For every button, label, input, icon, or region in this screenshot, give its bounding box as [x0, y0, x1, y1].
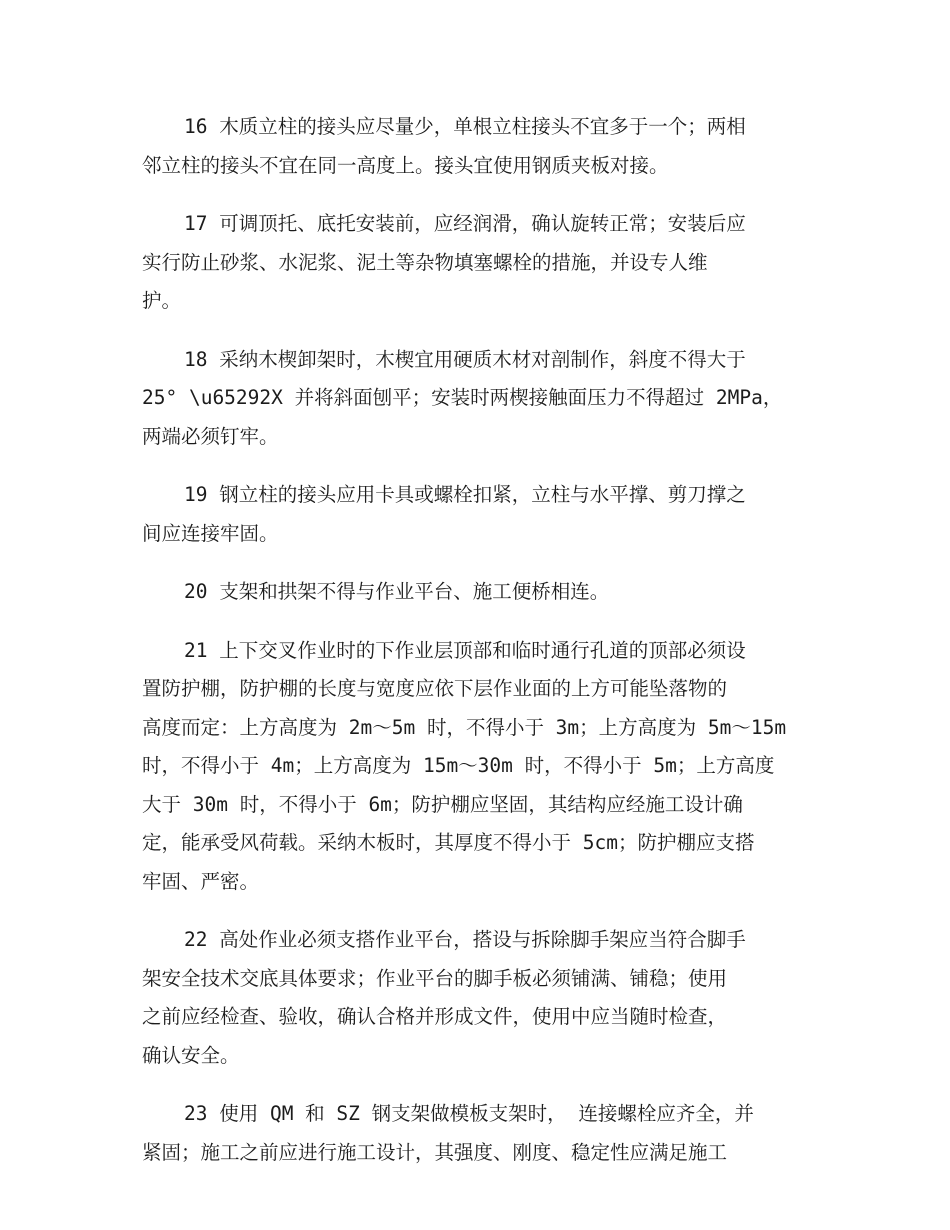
paragraph-17	[142, 205, 810, 321]
paragraph-22	[142, 921, 810, 1075]
paragraph-16	[142, 108, 810, 185]
text-line: 16 木质立柱的接头应尽量少，单根立柱接头不宜多于一个；两相	[184, 115, 746, 138]
text-line: 17 可调顶托、底托安装前，应经润滑，确认旋转正常；安装后应	[184, 212, 746, 235]
paragraph-20	[142, 573, 810, 612]
text-line: 19 钢立柱的接头应用卡具或螺栓扣紧，立柱与水平撑、剪刀撑之	[184, 483, 746, 506]
paragraph-23	[142, 1095, 810, 1172]
text-line: 21 上下交叉作业时的下作业层顶部和临时通行孔道的顶部必须设	[184, 638, 746, 662]
text-line: 大于 30m 时，不得小于 6m；防护棚应坚固，其结构应经施工设计确	[142, 792, 743, 816]
text-line: 之前应经检查、验收，确认合格并形成文件，使用中应当随时检查，	[142, 1005, 728, 1028]
text-line: 间应连接牢固。	[142, 521, 279, 545]
text-line: 置防护棚，防护棚的长度与宽度应依下层作业面的上方可能坠落物的	[142, 677, 728, 700]
text-line: 22 高处作业必须支搭作业平台，搭设与拆除脚手架应当符合脚手	[184, 928, 746, 951]
text-line: 时，不得小于 4m；上方高度为 15m～30m 时，不得小于 5m；上方高度	[142, 754, 775, 777]
text-line: 牢固、严密。	[142, 869, 260, 893]
text-line: 定，能承受风荷载。采纳木板时，其厚度不得小于 5cm；防护棚应支搭	[142, 831, 755, 854]
text-line: 20 支架和拱架不得与作业平台、施工便桥相连。	[184, 580, 610, 603]
paragraph-21	[142, 632, 810, 902]
text-line: 两端必须钉牢。	[142, 424, 279, 448]
text-line: 架安全技术交底具体要求；作业平台的脚手板必须铺满、铺稳；使用	[142, 966, 728, 990]
text-line: 确认安全。	[142, 1043, 240, 1067]
paragraph-18	[142, 341, 810, 457]
paragraph-19	[142, 476, 810, 553]
text-line: 25° \u65292X 并将斜面刨平；安装时两楔接触面压力不得超过 2MPa，	[142, 386, 783, 409]
text-line: 实行防止砂浆、水泥浆、泥土等杂物填塞螺栓的措施，并设专人维	[142, 250, 708, 274]
text-line: 18 采纳木楔卸架时，木楔宜用硬质木材对剖制作，斜度不得大于	[184, 347, 746, 371]
text-line: 紧固；施工之前应进行施工设计，其强度、刚度、稳定性应满足施工	[142, 1140, 728, 1164]
text-line: 高度而定：上方高度为 2m～5m 时，不得小于 3m；上方高度为 5m～15m	[142, 715, 787, 739]
text-line: 护。	[142, 289, 182, 312]
text-line: 23 使用 QM 和 SZ 钢支架做模板支架时， 连接螺栓应齐全，并	[184, 1102, 754, 1125]
document-body	[142, 108, 810, 1192]
text-line: 邻立柱的接头不宜在同一高度上。接头宜使用钢质夹板对接。	[142, 153, 669, 177]
